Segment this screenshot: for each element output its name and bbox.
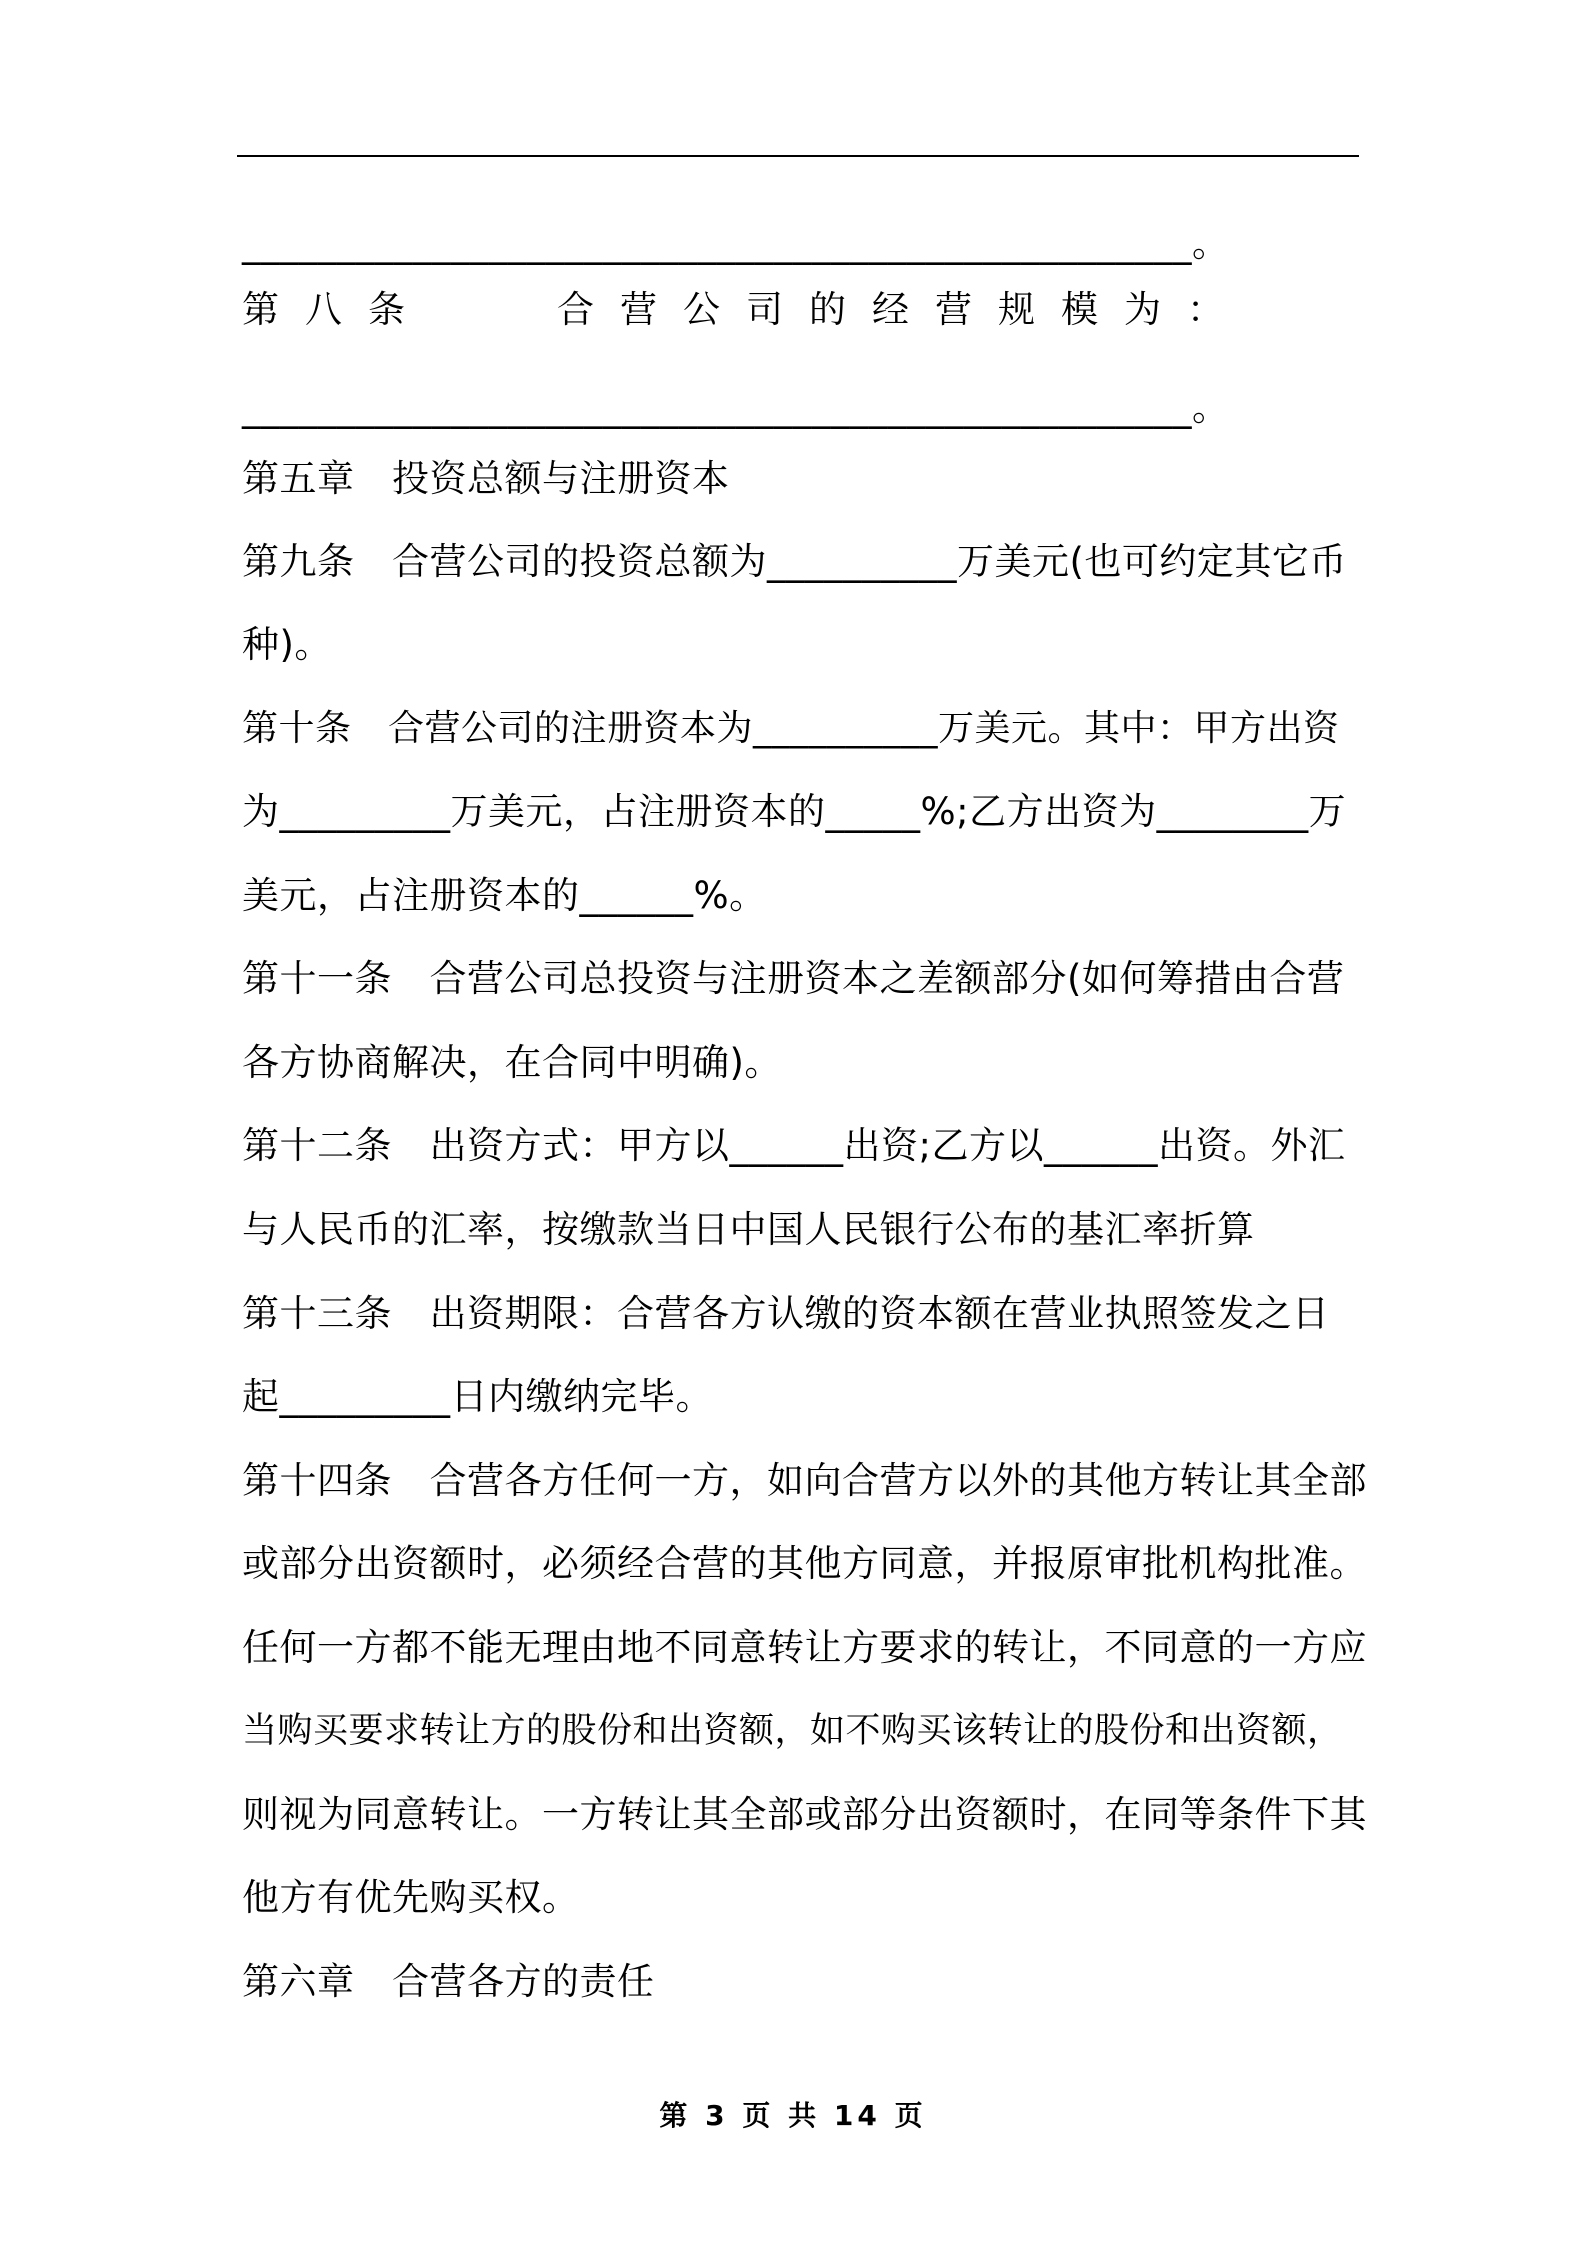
article-14-line-1: 第十四条 合营各方任何一方，如向合营方以外的其他方转让其全部 [242,1459,1367,1502]
blank-line-article-8: __________________________________________________。 [242,386,1230,429]
article-12-line-2: 与人民币的汇率，按缴款当日中国人民银行公布的基汇率折算 [242,1208,1255,1251]
blank-line-article-7: __________________________________________________。 [242,222,1230,265]
article-8-heading: 第八条 合营公司的经营规模为： [242,288,1250,331]
article-14-line-2: 或部分出资额时，必须经合营的其他方同意，并报原审批机构批准。 [242,1542,1367,1585]
header-rule [237,155,1359,157]
page-number-footer: 第 3 页 共 14 页 [659,2099,927,2132]
article-12-line-1: 第十二条 出资方式：甲方以______出资;乙方以______出资。外汇 [242,1124,1346,1167]
article-13-line-2: 起_________日内缴纳完毕。 [242,1375,713,1418]
article-10-line-1: 第十条 合营公司的注册资本为__________万美元。其中：甲方出资 [242,708,1340,749]
article-10-line-2: 为_________万美元，占注册资本的_____%;乙方出资为________万 [242,790,1347,833]
article-14-line-3: 任何一方都不能无理由地不同意转让方要求的转让，不同意的一方应 [242,1626,1367,1669]
article-9-line-1: 第九条 合营公司的投资总额为__________万美元(也可约定其它币 [242,540,1347,583]
article-14-line-5: 则视为同意转让。一方转让其全部或部分出资额时，在同等条件下其 [242,1793,1367,1836]
article-14-line-6: 他方有优先购买权。 [242,1876,580,1919]
article-13-line-1: 第十三条 出资期限：合营各方认缴的资本额在营业执照签发之日 [242,1292,1330,1335]
article-10-line-3: 美元，占注册资本的______%。 [242,874,767,917]
article-11-line-2: 各方协商解决，在合同中明确)。 [242,1041,782,1084]
article-11-line-1: 第十一条 合营公司总投资与注册资本之差额部分(如何筹措由合营 [242,957,1345,1000]
chapter-6-heading: 第六章 合营各方的责任 [242,1960,655,2003]
article-9-line-2: 种)。 [242,623,332,666]
chapter-5-heading: 第五章 投资总额与注册资本 [242,457,730,500]
article-14-line-4: 当购买要求转让方的股份和出资额，如不购买该转让的股份和出资额， [242,1711,1343,1751]
